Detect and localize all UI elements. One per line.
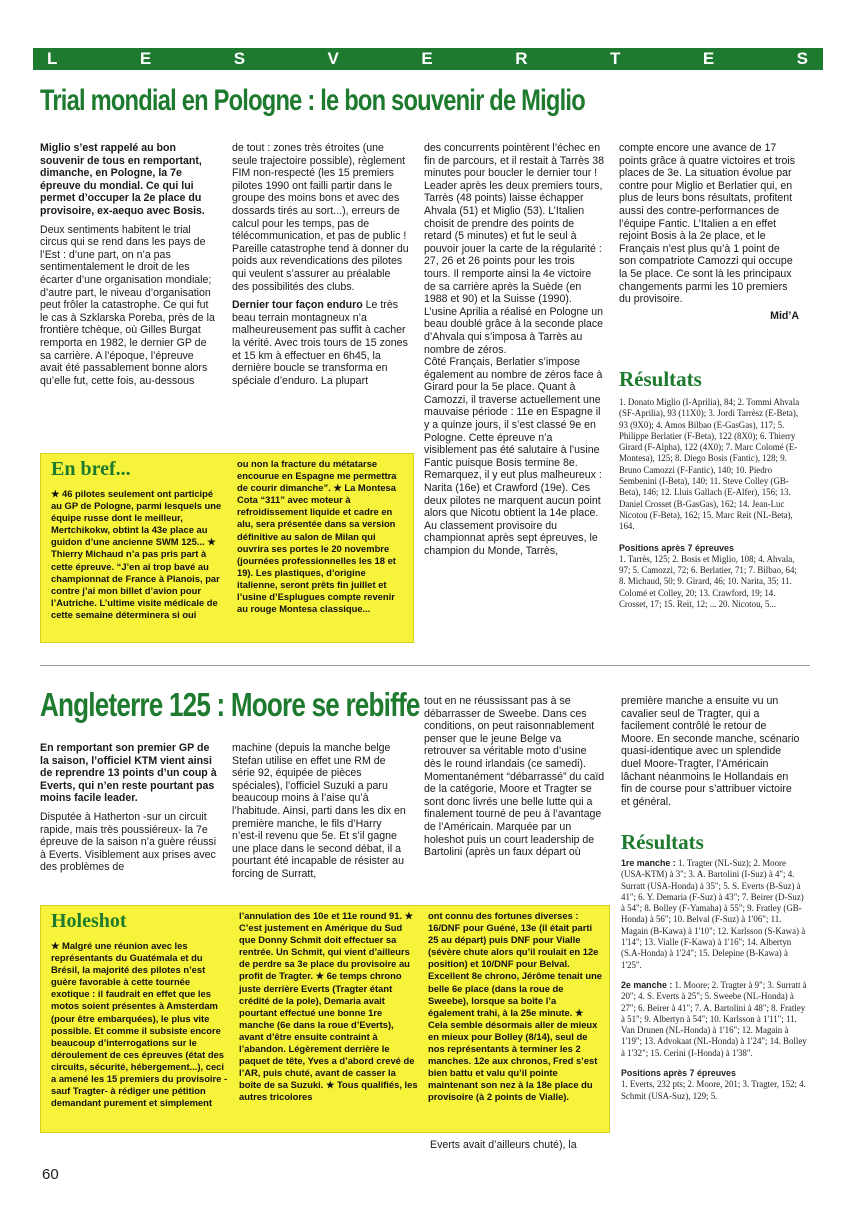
article2-results: [621, 858, 807, 1102]
section-banner: [33, 48, 823, 70]
article2-column-3-tail: Everts avait d’ailleurs chuté), la: [430, 1139, 577, 1151]
article1-lead: Miglio s’est rappelé au bon souvenir de tous en remportant, dimanche, en Pologne, la 7e épreuve du mondial. Ce qui lui permet d’occuper la 2e place du provisoire, ex-aequo avec Bosis.: [40, 142, 205, 217]
article1-results-text: 1. Donato Miglio (I-Aprilia), 84; 2. Tommi Ahvala (SF-Aprilia), 93 (11X0); 3. Jordi Tarrèsz (E-Beta), 93 (9X0); 4. Amos Bilbao (E-GasGas), 117; 5. Philippe Berlatier (F-Beta), 122 (8X0); 6. Thierry Girard (F-Alpha), 122 (4X0); 7. Marc Colomé (E-Montesa), 125; 8. Diego Bosis (Fantic), 128; 9. Bruno Camozzi (F-Fantic), 140; 10. Piedro Sembenini (I-Beta), 140; 11. Steve Colley (GB-Beta), 146; 12. Lluis Gallach (E-Alfer), 156; 13. Daniel Crosset (B-GasGas), 162; 14. Jean-Luc Nicotou (F-Beta), 162; 15. Marc Reit (NL-Beta), 164.: [619, 397, 800, 532]
article2-body: Disputée à Hatherton -sur un circuit rapide, mais très poussiéreux- la 7e épreuve de la saison n’a guère réussi à Everts. Visiblement aux prises avec des problèmes de: [40, 810, 217, 874]
article1-results-title: Résultats: [619, 367, 702, 391]
banner-letter: E: [421, 49, 434, 68]
banner-letter: E: [702, 49, 716, 68]
article2-results-title: Résultats: [621, 830, 704, 854]
article1-body: compte encore une avance de 17 points grâce à quatre victoires et trois places de 3e. La situation évolue par contre pour Miglio et Berlatier qui, en plus de leurs bons résultats, profitent aussi des contre-performances de l’équipe Fantic. L’Italien a en effet rejoint Bosis à la 2e place, et le Français n’est plus qu’à 1 point de son compatriote Camozzi qui occupe la 5e place. Ce sont là les principaux changements parmi les 10 premiers du provisoire.: [619, 142, 796, 306]
en-bref-column-1: ★ 46 pilotes seulement ont participé au GP de Pologne, parmi lesquels une équipe russe dont le meilleur, Mertchikokw, obtint la 43e place au guidon d’une ancienne SWM 125... ★ Thierry Michaud n’a pas pris part à cette épreuve. “J’en ai trop bavé au championnat de France à Planois, par contre j’ai mon billet d’avion pour l’Autriche. L’ultime visite médicale de cette semaine déterminera si oui: [51, 488, 222, 620]
holeshot-column-2: l’annulation des 10e et 11e round 91. ★ C’est justement en Amérique du Sud que Donny Schmit doit effectuer sa rentrée. Un Schmit, qui vient d’ailleurs de perdre sa 3e place du provisoire au profit de Tragter. ★ 6e temps chrono juste derrière Everts (Tragter étant crédité de la pole), Demaria avait pourtant effectué une bonne 1re manche (6e dans la roue d’Everts), avant d’être ensuite contraint à l’abandon. Légèrement derrière le paquet de tête, Yves a d’abord crevé de l’AR, puis chuté, avant de casser la boîte de sa Suzuki. ★ Tous qualifiés, les autres tricolores: [239, 910, 418, 1103]
section-divider: [40, 665, 810, 666]
holeshot-box: [40, 905, 610, 1133]
banner-letter: T: [609, 49, 622, 68]
article1-column-3: [424, 142, 604, 558]
article2-body: première manche a ensuite vu un cavalier seul de Tragter, qui a facilement contrôlé le retour de Moore. En seconde manche, scénario quasi-identique avec un splendide duel Moore-Tragter, l’Américain lâchant néanmoins le Hollandais en fin de course pour s’attribuer victoire et général.: [621, 695, 800, 808]
article1-body: Côté Français, Berlatier s’impose également au nombre de zéros face à Girard pour la 5e place. Quant à Camozzi, il traverse actuellement une mauvaise période : 11e en Espagne il y a quinze jours, il s’est classé 9e en Pologne. Cette épreuve n’a visiblement pas été salutaire à l’usine Fantic puisque Bosis termine 8e. Remarquez, il y eut plus malheureux : Narita (16e) et Crawford (19e). Ces deux pilotes ne marquent aucun point alors que Nicotu obtient la 14e place.: [424, 356, 603, 520]
race1-label: 1re manche :: [621, 858, 676, 868]
race2-label: 2e manche :: [621, 979, 673, 990]
race2-text: 1. Moore; 2. Tragter à 9"; 3. Surratt à 20"; 4. S. Everts à 25"; 5. Sweebe (NL-Honda) à 27"; 6. Beirer à 41"; 7. A. Bartolini à 48"; 8. Fratley à 51"; 9. Albertyn à 54"; 10. Karlsson à 1'11"; 11. Van Drunen (NL-Honda) à 1'16"; 12. Magain à 1'19"; 13. Advokaat (NL-Honda) à 1'24"; 14. Bolley à 1'32"; 15. Cerini (I-Honda) à 1'38".: [621, 979, 807, 1058]
article1-subhead: Dernier tour façon enduro: [232, 299, 363, 312]
banner-letter: S: [233, 49, 247, 68]
holeshot-column-3: ont connu des fortunes diverses : 16/DNF pour Guéné, 13e (il était parti 25 au départ) puis DNF pour Vialle (sévère chute alors qu’il roulait en 12e position) et 10/DNF pour Belval. Excellent 8e chrono, Jérôme tenait une belle 6e place (dans la roue de Sweebe), lorsque sa boîte l’a également trahi, à la 25e minute. ★ Cela semble désormais aller de mieux en mieux pour Bolley (8/14), seul de nos représentants à terminer les 2 manches. 12e aux chronos, Fred s’est bien battu et valu qu’il pointe maintenant son nez à la 18e place du provisoire (à 2 points de Vialle).: [428, 910, 603, 1103]
banner-letter: R: [515, 49, 529, 68]
article2-body: machine (depuis la manche belge Stefan utilise en effet une RM de série 92, équipée de pièces spéciales), l’officiel Suzuki a paru beaucoup moins à l’aise qu’à l’habitude. Ainsi, parti dans les dix en première manche, le fils d’Harry n’est-il revenu que 5e. Et s’il gagne une place dans le second débat, il a pourtant été incapable de résister au forcing de Surratt,: [232, 742, 406, 880]
article2-column-4: [621, 695, 801, 814]
banner-letter: V: [327, 49, 340, 68]
article2-standings-title: Positions après 7 épreuves: [621, 1068, 736, 1079]
article1-results: [619, 397, 805, 610]
holeshot-column-1: ★ Malgré une réunion avec les représentants du Guatémala et du Brésil, la majorité des pilotes n’est guère favorable à cette tournée exotique : il faudrait en effet que les motos soient présentes à Amsterdam (pour être embarquées), le plus vite possible. Et comme il subsiste encore beaucoup d’interrogations sur le déroulement de ces épreuves (état des circuits, sécurité, hébergement...), ceci a amené les 15 premiers du provisoire -sauf Tragter- à rédiger une pétition demandant purement et simplement: [51, 940, 228, 1109]
article2-column-2: [232, 742, 410, 887]
article1-headline: Trial mondial en Pologne : le bon souvenir de Miglio: [40, 84, 585, 117]
article1-signature: Mid’A: [770, 309, 799, 322]
article2-column-1: [40, 742, 218, 880]
page-number: 60: [42, 1166, 59, 1183]
banner-letter: S: [796, 49, 809, 68]
article2-column-3: [424, 695, 606, 865]
banner-letter: L: [47, 49, 59, 68]
en-bref-title: En bref...: [51, 458, 131, 480]
holeshot-title: Holeshot: [51, 910, 127, 932]
banner-letter: E: [139, 49, 153, 68]
article2-lead: En remportant son premier GP de la saison, l’officiel KTM vient ainsi de reprendre 13 points d’un coup à Everts, qui n’en reste pourtant pas moins facile leader.: [40, 742, 217, 805]
article1-body: Deux sentiments habitent le trial circus qui se rend dans les pays de l’Est : d’une part, on n’a pas sentimentalement le droit de les écarter d’une organisation mondiale; d’autre part, le niveau d’organisation peut frôler la catastrophe. Ce qui fut le cas à Szklarska Poreba, près de la frontière tchèque, où Gilles Burgat remporta en 1982, le dernier GP de sa carrière. A l’époque, l’épreuve avait été passablement bonne alors qu’elle fut, cette fois, au-dessous: [40, 223, 215, 387]
article2-headline: Angleterre 125 : Moore se rebiffe: [40, 686, 420, 723]
article2-body: tout en ne réussissant pas à se débarrasser de Sweebe. Dans ces conditions, on peut raisonnablement penser que le jeune Belge va retrouver sa véritable moto d’usine dès le round irlandais (ce samedi). Momentanément “débarrassé” du caïd de la catégorie, Moore et Tragter se sont donc livrés une belle lutte qui a finalement tourné de peu à l’avantage de l’Américain. Marquée par un holeshot puis un court leadership de Bartolini (après un faux départ où: [424, 695, 605, 859]
article1-standings-title: Positions après 7 épreuves: [619, 542, 734, 553]
article1-body: Le très beau terrain montagneux n’a malheureusement pas suffit à cacher la vérité. Avec trois tours de 15 zones et 15 km à effectuer en 6h45, la dernière boucle se transforma en spéciale d’enduro. La plupart: [232, 299, 408, 387]
article1-body: Au classement provisoire du championnat après sept épreuves, le champion du Monde, Tarrès,: [424, 519, 598, 557]
article1-column-1: [40, 142, 218, 393]
article2-standings-text: 1. Everts, 232 pts; 2. Moore, 201; 3. Tragter, 152; 4. Schmit (USA-Suz), 129; 5.: [621, 1079, 806, 1101]
article1-column-2: [232, 142, 410, 393]
article1-body: des concurrents pointèrent l’échec en fin de parcours, et il restait à Tarrès 38 minutes pour boucler le dernier tour ! Leader après les deux premiers tours, Tarrès (48 points) laisse échapper Ahvala (51) et Miglio (53). L’Italien choisit de prendre des points de retard (5 minutes) et fut le seul à pouvoir jouer la carte de la régularité : 27, 26 et 26 points pour les trois tours. Il remporte ainsi la 4e victoire de sa carrière après la Suède (en 1988 et 90) et la Suisse (1990). L’usine Aprilia a réalisé en Pologne un beau doublé grâce à la seconde place d’Ahvala qui s’imposa à Tarrès au nombre de zéros.: [424, 142, 604, 356]
en-bref-box: [40, 453, 414, 643]
en-bref-column-2: ou non la fracture du métatarse encourue en Espagne me permettra de courir dimanche”. ★ La Montesa Cota “311” avec moteur à refroidissement liquide et cadre en alu, sera présentée dans sa version définitive au salon de Milan qui ouvrira ses portes le 20 novembre (journées professionnelles les 18 et 19). Les plastiques, d’origine italienne, seront prêts fin juillet et l’usine d’Esplugues compte revenir au rouge Montesa classique...: [237, 458, 397, 615]
race1-text: 1. Tragter (NL-Suz); 2. Moore (USA-KTM) à 3"; 3. A. Bartolini (I-Suz) à 4"; 4. Surratt (USA-Honda) à 35"; 5. S. Everts (B-Suz) à 41"; 6. Y. Demaria (F-Suz) à 43"; 7. Beirer (D-Suz) à 54"; 8. Bolley (F-Yamaha) à 55"; 9. Fratley (GB-Honda) à 56"; 10. Belval (F-Suz) à 1'06"; 11. Magain (B-Kawa) à 1'10"; 12. Karlsson (S-Kawa) à 1'14"; 13. Vialle (F-Kawa) à 1'16"; 14. Albertyn (S.A-Honda) à 1'24"; 15. Delepine (B-Kawa) à 1'25".: [621, 858, 806, 970]
article1-body: de tout : zones très étroites (une seule trajectoire possible), règlement FIM non-respecté (les 15 premiers pilotes 1990 ont failli partir dans le groupe des moins bons et avec des dossards tirés au sort...), erreurs de calcul pour les temps, pas de télécommunication, et pas de public ! Pareille catastrophe tend à donner du poids aux revendications des pilotes qui veulent s’assurer au préalable des possibilités des clubs.: [232, 142, 409, 293]
article1-standings-text: 1. Tarrès, 125; 2. Bosis et Miglio, 108; 4. Ahvala, 97; 5. Camozzi, 72; 6. Berlatier, 71; 7. Bilbao, 64; 8. Michaud, 50; 9. Girard, 46; 10. Narita, 35; 11. Colomé et Colley, 20; 13. Crawford, 19; 14. Crosset, 17; 15. Reit, 12; ... 20. Nicotou, 5...: [619, 553, 797, 610]
article1-column-4: [619, 142, 799, 322]
